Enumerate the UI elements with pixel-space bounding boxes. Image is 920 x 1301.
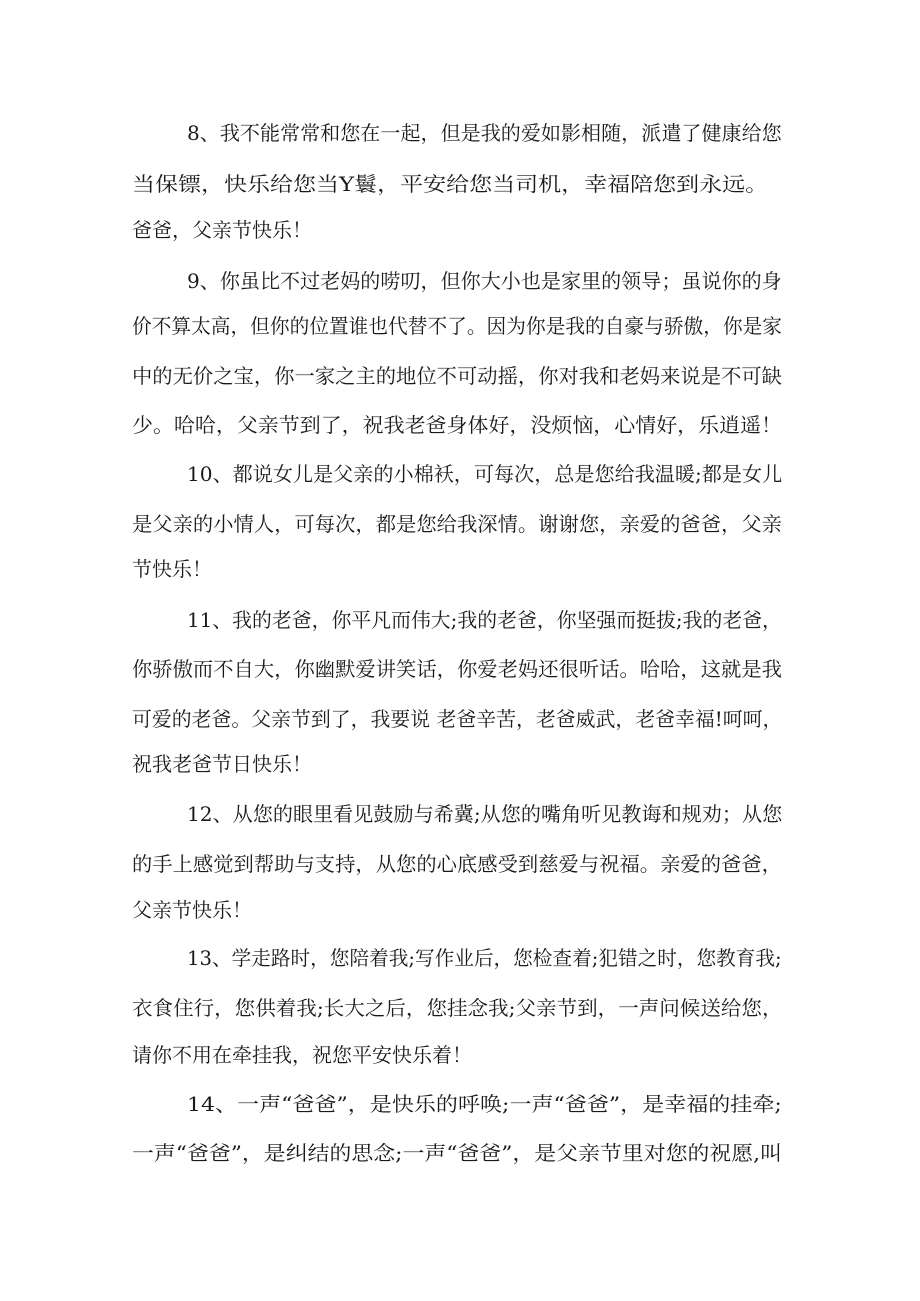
text-line: 是父亲的小情人，可每次，都是您给我深情。谢谢您，亲爱的爸爸，父亲 <box>132 512 782 536</box>
text-line: 一声“爸爸”，是纠结的思念;一声“爸爸”，是父亲节里对您的祝愿,叫 <box>132 1141 782 1165</box>
text-line: 爸爸，父亲节快乐！ <box>132 218 312 242</box>
text-line: 13、学走路时，您陪着我;写作业后，您检查着;犯错之时，您教育我; <box>187 946 782 970</box>
text-line: 请你不用在牵挂我，祝您平安快乐着！ <box>132 1043 472 1067</box>
text-line: 10、都说女儿是父亲的小棉袄，可每次，总是您给我温暖;都是女儿 <box>187 462 783 486</box>
text-line: 价不算太高，但你的位置谁也代替不了。因为你是我的自豪与骄傲，你是家 <box>132 314 782 338</box>
text-line: 8、我不能常常和您在一起，但是我的爱如影相随，派遣了健康给您 <box>187 121 782 145</box>
text-line: 当保镖，快乐给您当Y鬟，平安给您当司机，幸福陪您到永远。 <box>132 172 769 196</box>
text-line: 可爱的老爸。父亲节到了，我要说 老爸辛苦，老爸威武，老爸幸福!呵呵， <box>132 707 783 731</box>
text-line: 中的无价之宝，你一家之主的地位不可动摇，你对我和老妈来说是不可缺 <box>132 364 782 388</box>
text-line: 的手上感觉到帮助与支持，从您的心底感受到慈爱与祝福。亲爱的爸爸， <box>132 852 782 876</box>
text-line: 14、一声“爸爸”，是快乐的呼唤;一声“爸爸”，是幸福的挂牵; <box>187 1092 782 1116</box>
text-line: 11、我的老爸，你平凡而伟大;我的老爸，你坚强而挺拔;我的老爸， <box>187 608 782 632</box>
text-line: 父亲节快乐！ <box>132 898 252 922</box>
text-line: 衣食住行，您供着我;长大之后，您挂念我;父亲节到，一声问候送给您， <box>132 996 783 1020</box>
text-line: 12、从您的眼里看见鼓励与希冀;从您的嘴角听见教诲和规劝；从您 <box>187 802 783 826</box>
text-line: 节快乐！ <box>132 557 212 581</box>
text-line: 9、你虽比不过老妈的唠叨，但你大小也是家里的领导；虽说你的身 <box>187 269 782 293</box>
text-line: 祝我老爸节日快乐！ <box>132 752 312 776</box>
text-line: 少。哈哈，父亲节到了，祝我老爸身体好，没烦恼，心情好，乐逍遥！ <box>132 413 782 437</box>
text-line: 你骄傲而不自大，你幽默爱讲笑话，你爱老妈还很听话。哈哈，这就是我 <box>132 657 782 681</box>
